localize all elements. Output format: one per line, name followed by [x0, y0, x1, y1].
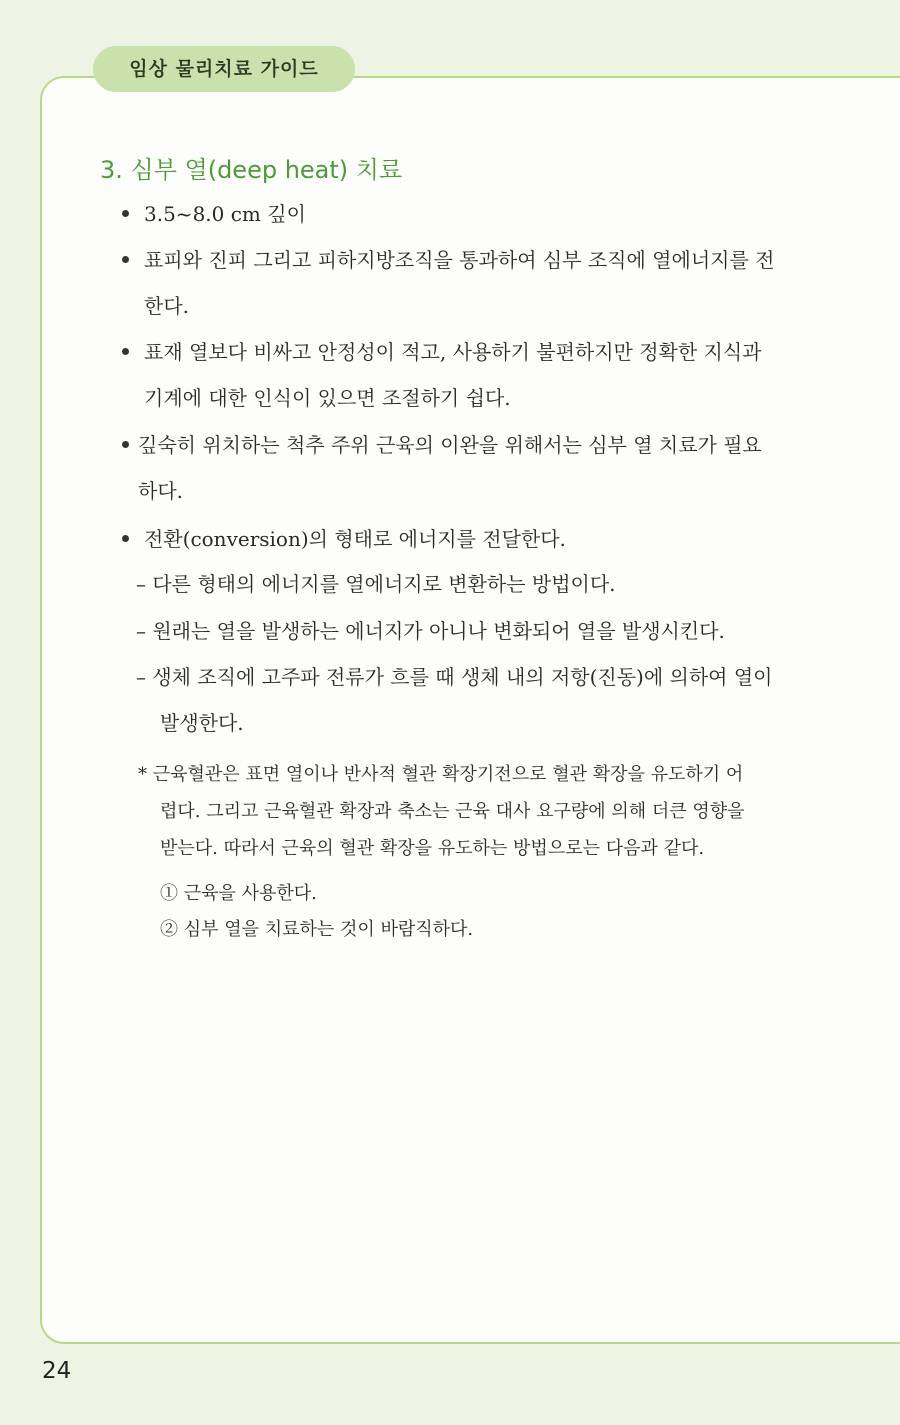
bullet-text-continued: 하다. [138, 479, 183, 503]
bullet-dot [122, 210, 129, 217]
bullet-text: 표피와 진피 그리고 피하지방조직을 통과하여 심부 조직에 열에너지를 전 [144, 248, 775, 272]
bullet-text: 깊숙히 위치하는 척추 주위 근육의 이완을 위해서는 심부 열 치료가 필요 [138, 433, 762, 457]
chapter-tab: 임상 물리치료 가이드 [93, 46, 355, 92]
note-text: 받는다. 따라서 근육의 혈관 확장을 유도하는 방법으로는 다음과 같다. [160, 838, 705, 859]
sub-item-text: – 생체 조직에 고주파 전류가 흐를 때 생체 내의 저항(진동)에 의하여 열이 [136, 665, 773, 689]
sub-item-text: – 다른 형태의 에너지를 열에너지로 변환하는 방법이다. [136, 572, 616, 596]
note-text: 렵다. 그리고 근육혈관 확장과 축소는 근육 대사 요구량에 의해 더큰 영향을 [160, 801, 745, 822]
bullet-text: 3.5~8.0 cm 깊이 [144, 202, 306, 226]
bullet-dot [122, 441, 129, 448]
section-title: 3. 심부 열(deep heat) 치료 [100, 156, 403, 184]
sub-item-text-continued: 발생한다. [160, 711, 244, 735]
note-list-item: ② 심부 열을 치료하는 것이 바람직하다. [160, 919, 474, 940]
page-number: 24 [42, 1358, 72, 1384]
bullet-text: 전환(conversion)의 형태로 에너지를 전달한다. [144, 527, 566, 551]
bullet-text: 표재 열보다 비싸고 안정성이 적고, 사용하기 불편하지만 정확한 지식과 [144, 340, 762, 364]
bullet-text-continued: 한다. [144, 294, 189, 318]
bullet-dot [122, 535, 129, 542]
note-text: * 근육혈관은 표면 열이나 반사적 혈관 확장기전으로 혈관 확장을 유도하기 어 [138, 764, 744, 785]
bullet-dot [122, 256, 129, 263]
sub-item-text: – 원래는 열을 발생하는 에너지가 아니나 변화되어 열을 발생시킨다. [136, 619, 725, 643]
note-list-item: ① 근육을 사용한다. [160, 883, 317, 904]
bullet-text-continued: 기계에 대한 인식이 있으면 조절하기 쉽다. [144, 386, 511, 410]
bullet-dot [122, 348, 129, 355]
